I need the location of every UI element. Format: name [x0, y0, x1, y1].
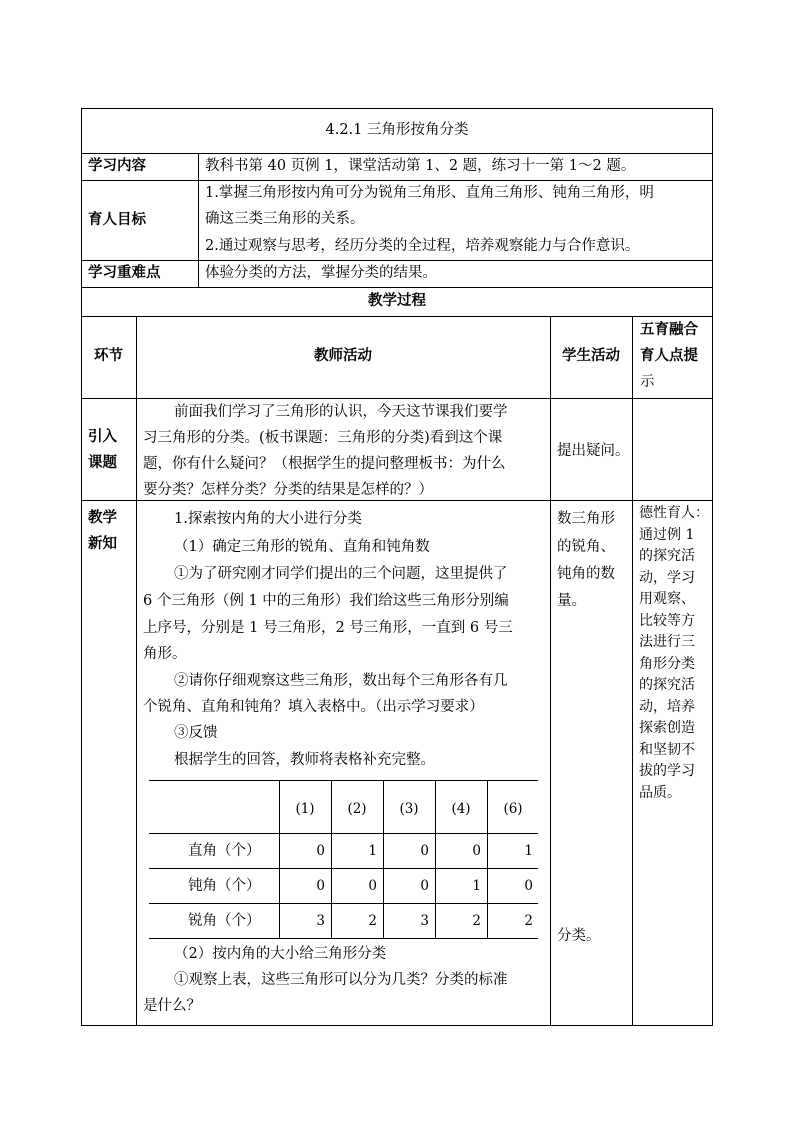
angle-table-row-line	[149, 868, 538, 869]
angle-col-header: (3)	[399, 801, 419, 817]
five-edu-line: 和坚韧不	[639, 741, 695, 758]
five-edu-line: 动，培养	[639, 698, 695, 715]
angle-cell: 2	[524, 913, 533, 929]
new-stage-line-2: 新知	[88, 536, 117, 552]
angle-cell: 0	[472, 843, 481, 859]
header-five-line-1: 五育融合	[640, 322, 698, 338]
new-teacher-line-4: 6 个三角形（例 1 中的三角形）我们给这些三角形分别编	[143, 593, 509, 609]
five-edu-line: 德性育人：	[639, 505, 709, 521]
angle-cell: 0	[420, 878, 429, 894]
five-edu-line: 角形分类	[639, 655, 695, 672]
new-student-line-4: 量。	[557, 593, 586, 609]
five-edu-line: 拔的学习	[639, 763, 695, 779]
new-teacher-line-6: 角形。	[143, 646, 187, 662]
new-teacher-line-8: 个锐角、直角和钝角？填入表格中。（出示学习要求）	[143, 699, 484, 715]
intro-stage-line-2: 课题	[88, 455, 117, 471]
goal-line-3: 2.通过观察与思考，经历分类的全过程，培养观察能力与合作意识。	[205, 238, 640, 254]
five-edu-line: 通过例 1	[639, 526, 695, 543]
new-teacher-line-7: ②请你仔细观察这些三角形，数出每个三角形各有几	[174, 673, 508, 689]
new-teacher-line-2: （1）确定三角形的锐角、直角和钝角数	[174, 539, 430, 555]
header-student: 学生活动	[562, 348, 620, 364]
angle-row-label: 锐角（个）	[188, 913, 261, 929]
intro-student: 提出疑问。	[557, 443, 630, 459]
five-edu-line: 比较等方	[639, 612, 695, 629]
header-stage: 环节	[94, 348, 123, 364]
angle-row-label: 直角（个）	[188, 843, 261, 859]
teacher-col-divider	[550, 316, 551, 1026]
five-edu-line: 探索创造	[639, 720, 695, 736]
five-edu-notes	[639, 503, 711, 804]
intro-stage-line-1: 引入	[88, 429, 117, 445]
row-divider	[81, 316, 713, 317]
intro-teacher-line-3: 题，你有什么疑问？（根据学生的提问整理板书：为什么	[143, 456, 506, 472]
angle-cell: 0	[524, 878, 533, 894]
angle-cell: 0	[316, 843, 325, 859]
header-five-line-2: 育人点提	[640, 348, 698, 364]
angle-cell: 2	[368, 913, 377, 929]
new-stage-line-1: 教学	[88, 510, 117, 526]
new-student-line-1: 数三角形	[557, 511, 615, 527]
info-label-divider	[198, 153, 199, 288]
angle-cell: 0	[368, 878, 377, 894]
angle-table-bottom	[149, 938, 538, 939]
five-edu-line: 动，学习	[639, 569, 695, 586]
angle-col-header: (6)	[503, 801, 523, 817]
angle-row-label: 钝角（个）	[188, 878, 261, 894]
content-value: 教科书第 40 页例 1，课堂活动第 1、2 题，练习十一第 1～2 题。	[205, 158, 636, 174]
five-edu-line: 的探究活	[639, 548, 695, 564]
angle-col-header: (2)	[347, 801, 367, 817]
new-teacher-line-10: 根据学生的回答，教师将表格补充完整。	[174, 752, 435, 768]
angle-cell: 1	[472, 878, 481, 894]
intro-teacher-line-4: 要分类？怎样分类？分类的结果是怎样的？）	[143, 482, 433, 498]
new-teacher-line-1: 1.探索按内角的大小进行分类	[174, 511, 362, 527]
goal-label: 育人目标	[88, 212, 146, 228]
angle-cell: 3	[420, 913, 429, 929]
angle-cell: 0	[316, 878, 325, 894]
new-student-2: 分类。	[557, 928, 601, 944]
content-label: 学习内容	[88, 158, 146, 174]
intro-teacher-line-1: 前面我们学习了三角形的认识，今天这节课我们要学	[174, 404, 508, 420]
new-teacher-line-3: ①为了研究刚才同学们提出的三个问题，这里提供了	[174, 566, 508, 582]
stage-col-divider	[136, 316, 137, 1026]
angle-col-header: (1)	[295, 801, 315, 817]
table-border-left	[81, 108, 82, 1026]
angle-table-row-line	[149, 833, 538, 834]
table-border-top	[81, 108, 713, 109]
five-edu-line: 法进行三	[639, 634, 695, 650]
intro-teacher-line-2: 习三角形的分类。(板书课题：三角形的分类)看到这个课	[143, 430, 503, 446]
new-student-line-2: 的锐角、	[557, 539, 615, 555]
angle-cell: 2	[472, 913, 481, 929]
angle-table-row-line	[149, 903, 538, 904]
key-value: 体验分类的方法，掌握分类的结果。	[205, 265, 437, 281]
new-teacher-after-3: 是什么？	[143, 998, 201, 1014]
student-col-divider	[632, 316, 633, 1026]
new-student-line-3: 钝角的数	[557, 566, 615, 582]
header-teacher: 教师活动	[314, 348, 372, 364]
angle-cell: 3	[316, 913, 325, 929]
five-edu-line: 品质。	[639, 784, 681, 801]
row-divider	[81, 287, 713, 288]
angle-cell: 1	[524, 843, 533, 859]
new-teacher-after-1: （2）按内角的大小给三角形分类	[174, 946, 387, 962]
table-border-bottom	[81, 1025, 713, 1026]
key-label: 学习重难点	[88, 265, 161, 281]
new-teacher-after-2: ①观察上表，这些三角形可以分为几类？分类的标准	[174, 972, 508, 988]
five-edu-line: 的探究活	[639, 677, 695, 693]
angle-table-top	[149, 780, 538, 781]
process-title: 教学过程	[368, 293, 426, 309]
new-teacher-line-9: ③反馈	[174, 725, 218, 741]
goal-line-1: 1.掌握三角形按内角可分为锐角三角形、直角三角形、钝角三角形，明	[205, 185, 654, 201]
lesson-title: 4.2.1 三角形按角分类	[325, 122, 469, 138]
angle-cell: 0	[420, 843, 429, 859]
table-border-right	[712, 108, 713, 1026]
header-five-line-3: 示	[640, 374, 655, 390]
new-teacher-line-5: 上序号，分别是 1 号三角形，2 号三角形，一直到 6 号三	[143, 620, 513, 636]
angle-cell: 1	[368, 843, 377, 859]
goal-line-2: 确这三类三角形的关系。	[205, 211, 365, 227]
five-edu-line: 用观察、	[639, 591, 695, 607]
angle-col-header: (4)	[451, 801, 471, 817]
